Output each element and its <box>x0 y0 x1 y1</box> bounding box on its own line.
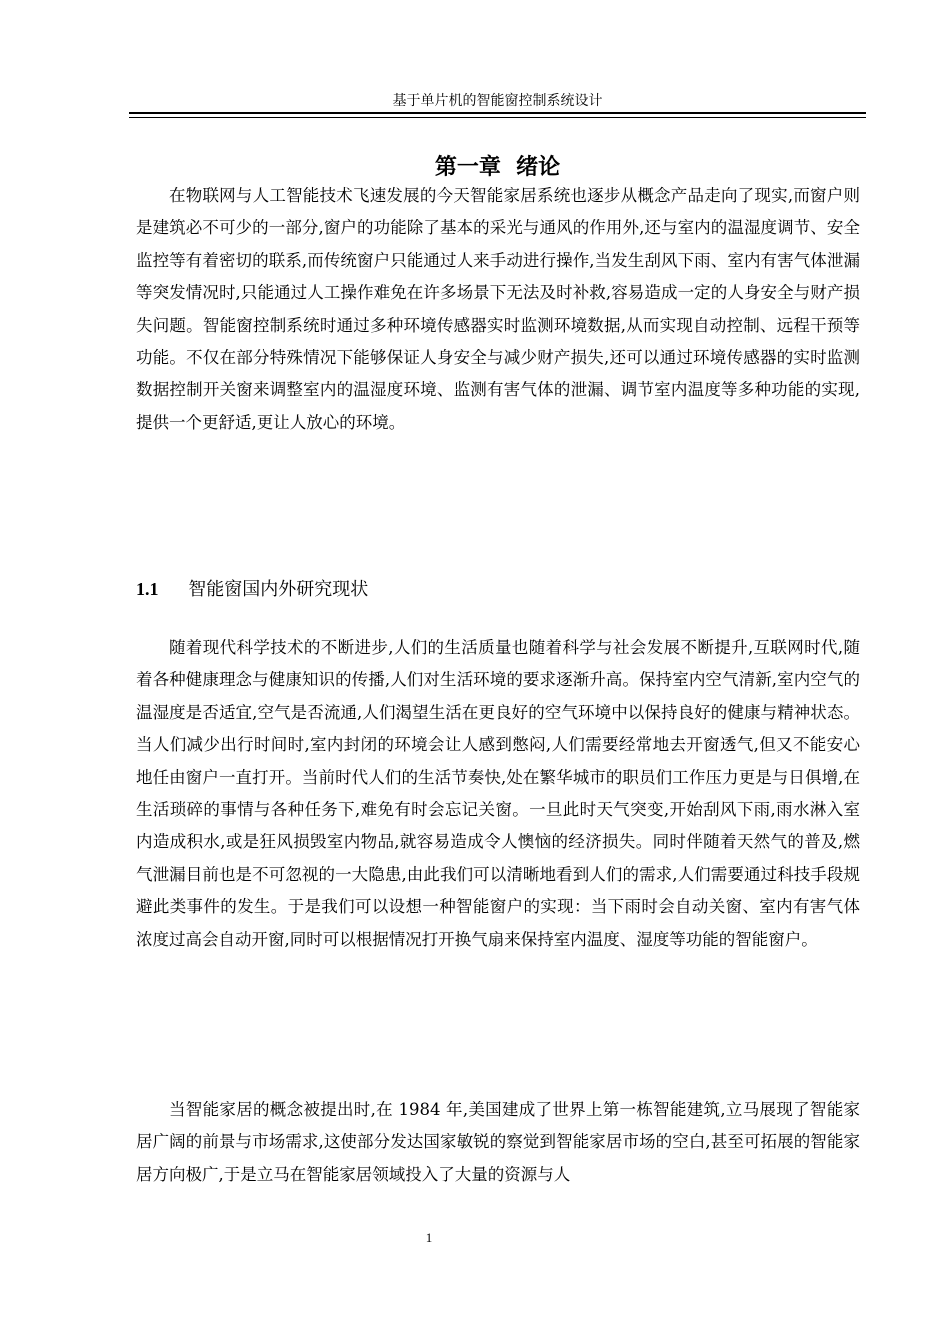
body-paragraph-1: 在物联网与人工智能技术飞速发展的今天智能家居系统也逐步从概念产品走向了现实,而窗户则是建筑必不可少的一部分,窗户的功能除了基本的采光与通风的作用外,还与室内的温湿度调节、安全监控等有着密切的联系,而传统窗户只能通过人来手动进行操作,当发生刮风下雨、室内有害气体泄漏等突发情况时,只能通过人工操作难免在许多场景下无法及时补救,容易造成一定的人身安全与财产损失问题。智能窗控制系统时通过多种环境传感器实时监测环境数据,从而实现自动控制、远程干预等功能。不仅在部分特殊情况下能够保证人身安全与减少财产损失,还可以通过环境传感器的实时监测数据控制开关窗来调整室内的温湿度环境、监测有害气体的泄漏、调节室内温度等多种功能的实现,提供一个更舒适,更让人放心的环境。 <box>136 186 860 432</box>
header-rule-thick <box>129 112 866 114</box>
section-number: 1.1 <box>136 579 159 599</box>
body-paragraph-3: 当智能家居的概念被提出时,在 1984 年,美国建成了世界上第一栋智能建筑,立马展现了智能家居广阔的前景与市场需求,这使部分发达国家敏锐的察觉到智能家居市场的空白,甚至可拓展的智能家居方向极广,于是立马在智能家居领域投入了大量的资源与人 <box>136 1100 860 1184</box>
section-title: 智能窗国内外研究现状 <box>188 579 369 600</box>
page-number: 1 <box>425 1230 433 1245</box>
running-header-title: 基于单片机的智能窗控制系统设计 <box>392 93 603 109</box>
header-rule-thin <box>129 117 866 118</box>
body-paragraph-2: 随着现代科学技术的不断进步,人们的生活质量也随着科学与社会发展不断提升,互联网时代,随着各种健康理念与健康知识的传播,人们对生活环境的要求逐渐升高。保持室内空气清新,室内空气的温湿度是否适宜,空气是否流通,人们渴望生活在更良好的空气环境中以保持良好的健康与精神状态。当人们减少出行时间时,室内封闭的环境会让人感到憋闷,人们需要经常地去开窗透气,但又不能安心地任由窗户一直打开。当前时代人们的生活节奏快,处在繁华城市的职员们工作压力更是与日俱增,在生活琐碎的事情与各种任务下,难免有时会忘记关窗。一旦此时天气突变,开始刮风下雨,雨水淋入室内造成积水,或是狂风损毁室内物品,就容易造成令人懊恼的经济损失。同时伴随着天然气的普及,燃气泄漏目前也是不可忽视的一大隐患,由此我们可以清晰地看到人们的需求,人们需要通过科技手段规避此类事件的发生。于是我们可以设想一种智能窗户的实现：当下雨时会自动关窗、室内有害气体浓度过高会自动开窗,同时可以根据情况打开换气扇来保持室内温度、湿度等功能的智能窗户。 <box>136 638 860 949</box>
section-heading <box>136 574 368 605</box>
chapter-title: 第一章 绪论 <box>434 155 561 180</box>
